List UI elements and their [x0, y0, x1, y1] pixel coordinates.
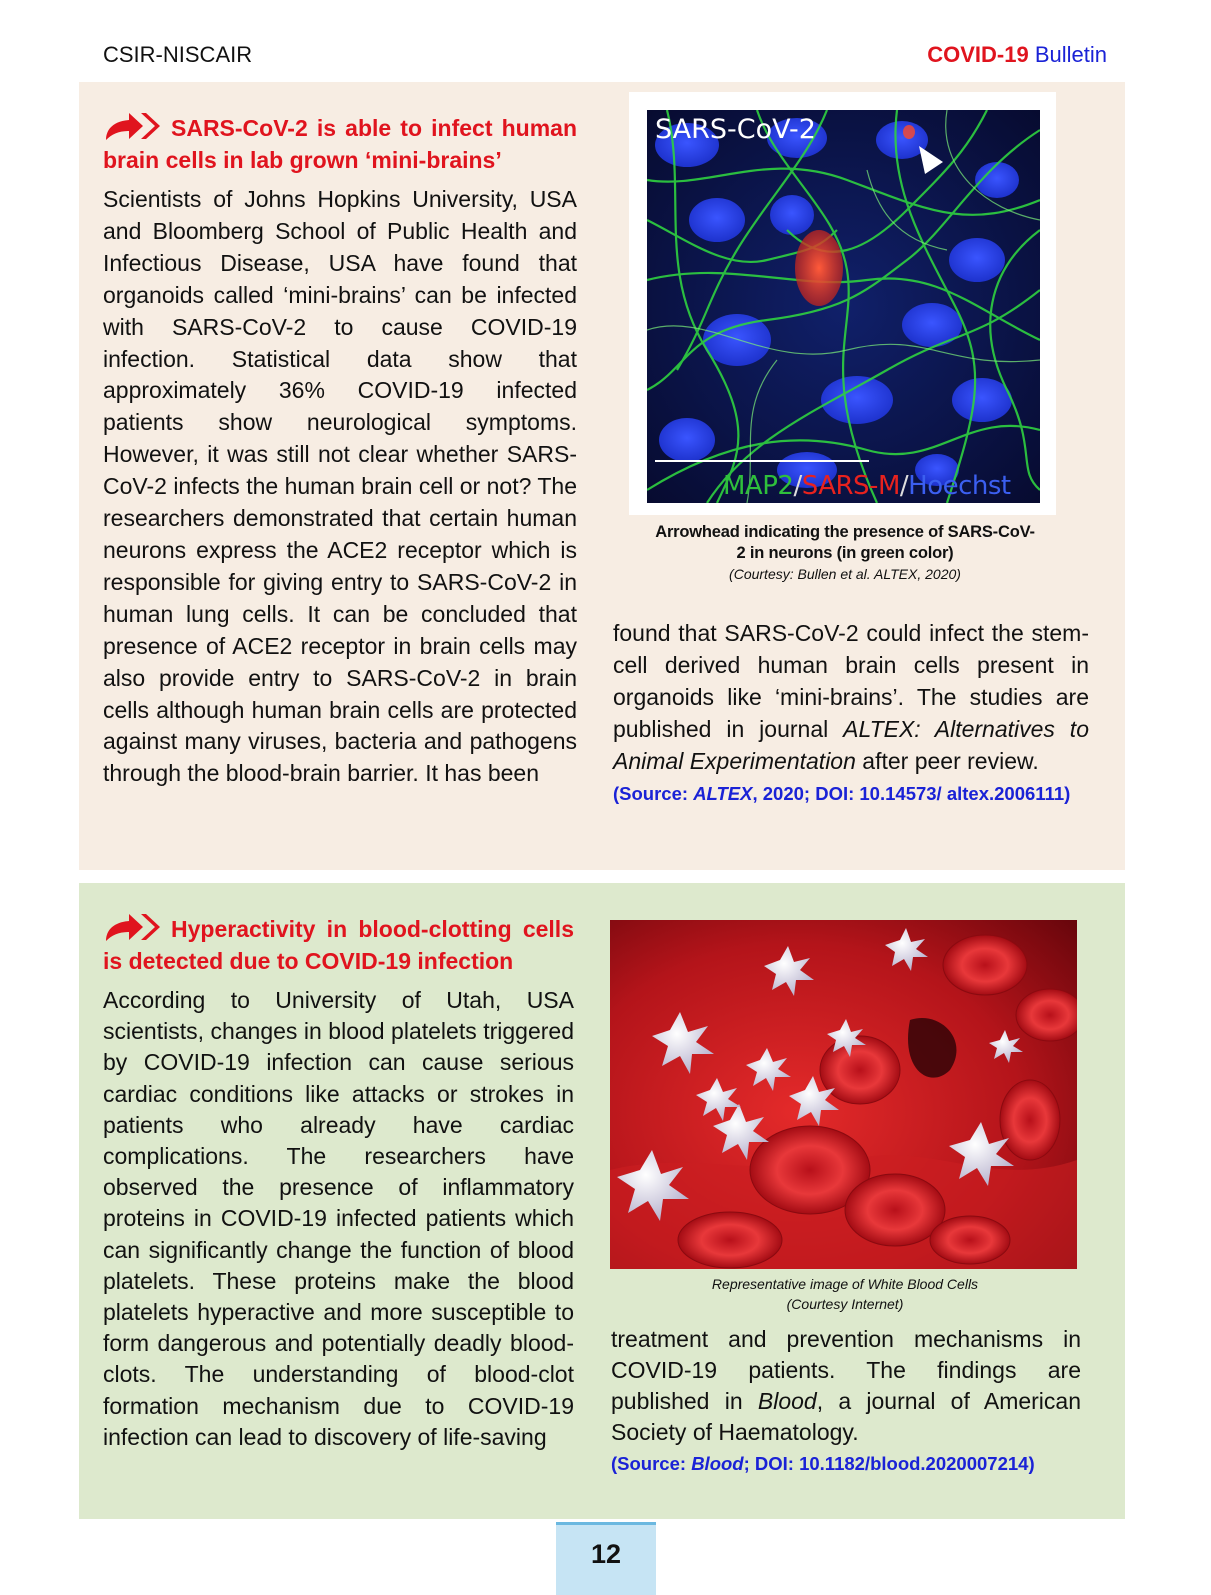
- double-arrow-icon: [103, 110, 165, 142]
- article2-headline-text: Hyperactivity in blood-clotting cells is detected due to COVID-19 infection: [103, 916, 574, 974]
- article1-headline-text: SARS-CoV-2 is able to infect human brain cells in lab grown ‘mini-brains’: [103, 115, 577, 173]
- article2-right-column: [611, 1324, 1081, 1480]
- legend-map2: MAP2: [723, 471, 794, 501]
- article1-left-column: [103, 110, 577, 790]
- figure1-caption: [653, 522, 1037, 584]
- header-bulletin: [927, 42, 1107, 68]
- article2-headline: [103, 911, 574, 977]
- article2-body-right: [611, 1324, 1081, 1448]
- article1-journal: ALTEX: Alternatives to Animal Experimentation: [613, 715, 1089, 774]
- legend-sars-m: SARS-M: [801, 471, 900, 501]
- figure1-caption-text: Arrowhead indicating the presence of SARS-CoV-2 in neurons (in green color): [655, 523, 1035, 562]
- page-number: 12: [556, 1522, 656, 1595]
- article2-journal: Blood: [757, 1388, 817, 1414]
- figure2-caption: [653, 1274, 1037, 1314]
- article-brain-cells: [79, 82, 1125, 870]
- article1-headline: [103, 110, 577, 176]
- article2-left-column: [103, 911, 574, 1453]
- article1-body-left: Scientists of Johns Hopkins University, USA and Bloomberg School of Public Health and Infectious Disease, USA have found that organoids called ‘mini-brains’ can be infected with SARS-CoV-2 to cause COVID-19 infection. Statistical data show that approximately 36% COVID-19 infected patients show neurological symptoms. However, it was still not clear whether SARS-CoV-2 infects the human brain cell or not? The researchers demonstrated that certain human neurons express the ACE2 receptor which is responsible for giving entry to SARS-CoV-2 in human lung cells. It can be concluded that presence of ACE2 receptor in brain cells may also provide entry to SARS-CoV-2 in brain cells although human brain cells are protected against many viruses, bacteria and pathogens through the blood-brain barrier. It has been: [103, 186, 577, 787]
- article1-source-post: , 2020; DOI: 10.14573/ altex.2006111): [752, 782, 1071, 804]
- article1-source: [613, 778, 1089, 810]
- article1-body-right-pre: found that SARS-CoV-2 could infect the stem-cell derived human brain cells present in organoids like ‘mini-brains’. The studies are published in journal: [613, 620, 1089, 742]
- legend-hoechst: Hoechst: [908, 471, 1011, 501]
- micrograph-image: [647, 110, 1040, 503]
- article2-body-right-post: , a journal of American Society of Haematology.: [611, 1388, 1081, 1445]
- micrograph-illustration: [647, 110, 1040, 503]
- article1-source-pre: (Source:: [613, 782, 694, 804]
- article-blood-clotting: [79, 883, 1125, 1519]
- figure2-caption-text: Representative image of White Blood Cells: [711, 1276, 979, 1292]
- figure-micrograph: [629, 92, 1056, 515]
- header-bulletin-word: Bulletin: [1034, 42, 1107, 67]
- micrograph-title: SARS-CoV-2: [655, 114, 816, 145]
- blood-cells-illustration: [610, 920, 1077, 1269]
- figure2-courtesy: (Courtesy Internet): [786, 1296, 904, 1312]
- header-bulletin-covid: COVID-19: [927, 42, 1029, 67]
- double-arrow-icon: [103, 911, 165, 943]
- blood-cells-image: [610, 920, 1077, 1269]
- article1-source-journal: ALTEX: [693, 782, 753, 804]
- article1-body-right: [613, 618, 1089, 778]
- article2-body-right-pre: treatment and prevention mechanisms in COVID-19 patients. The findings are published in: [611, 1326, 1081, 1414]
- article2-source-pre: (Source:: [611, 1453, 692, 1474]
- micrograph-legend: [723, 471, 1011, 501]
- article1-body-right-post: after peer review.: [855, 747, 1039, 774]
- article2-body-left: According to University of Utah, USA scientists, changes in blood platelets triggered by COVID-19 infection can cause serious cardiac conditions like attacks or strokes in patients who already have cardiac complications. The researchers have observed the presence of inflammatory proteins in COVID-19 infected patients which can significantly change the function of blood platelets. These proteins make the blood platelets hyperactive and more susceptible to form dangerous and potentially deadly blood-clots. The understanding of blood-clot formation mechanism due to COVID-19 infection can lead to discovery of life-saving: [103, 987, 574, 1450]
- legend-slash-1: /: [793, 471, 802, 501]
- legend-slash-2: /: [899, 471, 909, 501]
- article2-source-post: ; DOI: 10.1182/blood.2020007214): [743, 1453, 1035, 1474]
- article2-source-journal: Blood: [691, 1453, 744, 1474]
- article1-right-column: [613, 618, 1089, 810]
- header-org: CSIR-NISCAIR: [103, 42, 253, 67]
- article2-source: [611, 1448, 1081, 1480]
- figure1-courtesy: (Courtesy: Bullen et al. ALTEX, 2020): [729, 566, 961, 582]
